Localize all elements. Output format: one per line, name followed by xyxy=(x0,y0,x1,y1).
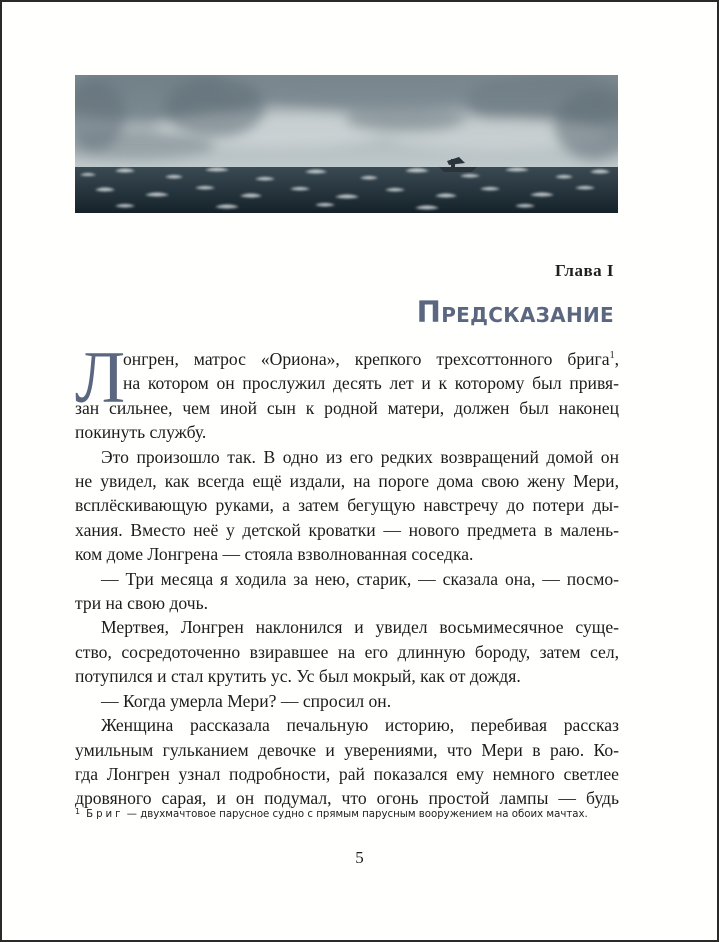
text-line: потупился и стал крутить ус. Ус был мокрый, как от дождя. xyxy=(75,666,521,687)
text-line: — Когда умерла Мери? — спросил он. xyxy=(101,690,392,711)
paragraph xyxy=(75,615,619,688)
text-line: — Три месяца я ходила за нею, старик, — сказала она, — посмо- xyxy=(101,568,619,589)
drop-cap: Л xyxy=(75,337,126,419)
text-line: Мертвея, Лонгрен наклонился и увидел восьмимесячное суще- xyxy=(101,617,619,638)
paragraph xyxy=(75,689,619,713)
text-line: зан сильнее, чем иной сын к родной матери, должен был наконец xyxy=(75,397,619,418)
text-line: онгрен, матрос «Ориона», крепкого трехсоттонного брига$^1$, xyxy=(123,349,619,369)
text-line: умильным гульканием девочке и уверениями, что Мери в раю. Ко- xyxy=(75,739,619,760)
text-line: три на свою дочь. xyxy=(75,593,209,614)
text-line: Женщина рассказала печальную историю, перебивая рассказ xyxy=(101,715,619,736)
footnote-ref[interactable]: 1 xyxy=(609,350,615,361)
text-line: гда Лонгрен узнал подробности, рай показался ему немного светлее xyxy=(75,763,619,784)
chapter-number: Глава I xyxy=(555,261,614,280)
paragraph xyxy=(75,337,619,445)
sea-boat-icon xyxy=(75,75,618,213)
paragraph xyxy=(75,445,619,567)
chapter-title: Предсказание xyxy=(416,295,614,329)
stormy-sea-illustration xyxy=(75,75,618,213)
text-line: на котором он прослужил десять лет и к которому был привя- xyxy=(123,373,619,394)
text-line: ком доме Лонгрена — стояла взволнованная соседка. xyxy=(75,544,474,565)
paragraph xyxy=(75,567,619,616)
page-number: 5 xyxy=(355,848,364,867)
text-line: хания. Вместо неё у детской кроватки — нового предмета в малень- xyxy=(75,519,619,540)
text-line: ство, сосредоточенно взиравшее на его длинную бороду, затем сел, xyxy=(75,641,619,662)
text-line: Это произошло так. В одно из его редких возвращений домой он xyxy=(101,446,619,467)
text-line: дровяного сарая, и он подумал, что огонь простой лампы — будь xyxy=(75,788,619,809)
chapter-body xyxy=(75,337,619,811)
footnote xyxy=(75,807,635,820)
paragraph xyxy=(75,713,619,811)
footnote-term: Бриг xyxy=(86,809,124,820)
footnote-mark: 1 xyxy=(75,807,81,816)
text-line: покинуть службу. xyxy=(75,422,207,443)
text-line: всплёскивающую руками, а затем бегущую навстречу до потери ды- xyxy=(75,495,619,516)
text-line: не увидел, как всегда ещё издали, на пороге дома свою жену Мери, xyxy=(75,471,619,492)
footnote-text: — двухмачтовое парусное судно с прямым парусным вооружением на обоих мачтах. xyxy=(123,809,588,820)
